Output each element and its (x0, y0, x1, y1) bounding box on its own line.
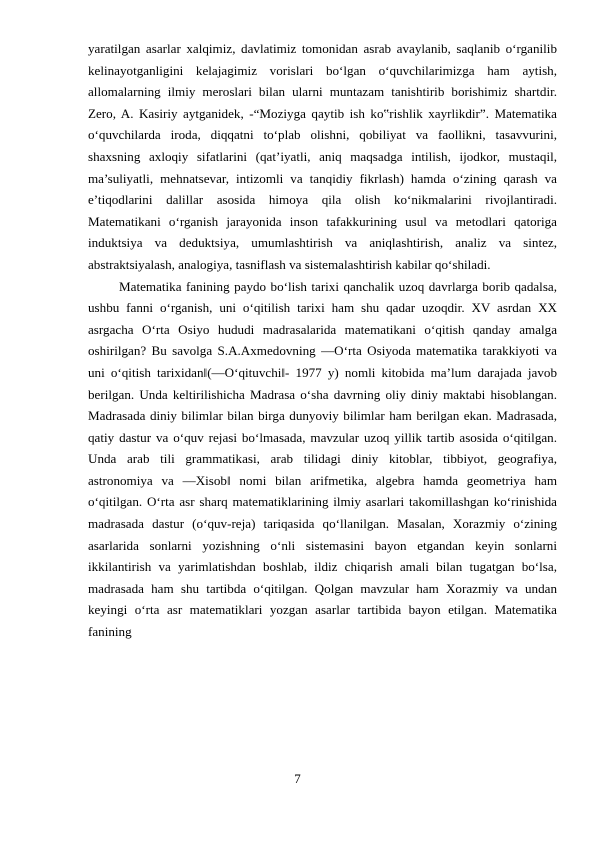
document-body (88, 38, 557, 643)
paragraph-continued: yaratilgan asarlar xalqimiz, davlatimiz tomonidan asrab avaylanib, saqlanib o‘rganilib kelinayotganligini kelajagimiz vorislari bo‘lgan o‘quvchilarimizga ham aytish, allomalarning ilmiy meroslari bilan ularni muntazam tanishtirib borishimiz shartdir. Zero, A. Kasiriy aytganidek, -“Moziyga qaytib ish ko‟rishlik xayrlikdir”. Matematika o‘quvchilarda iroda, diqqatni to‘plab olishni, qobiliyat va faollikni, tasavvurini, shaxsning axloqiy sifatlarini (qat’iyatli, aniq maqsadga intilish, ijodkor, mustaqil, ma’suliyatli, mehnatsevar, intizomli va tanqidiy fikrlash) hamda o‘zining qarash va e’tiqodlarini dalillar asosida himoya qila olish ko‘nikmalarini rivojlantiradi. Matematikani o‘rganish jarayonida inson tafakkurining usul va metodlari qatoriga induktsiya va deduktsiya, umumlashtirish va aniqlashtirish, analiz va sintez, abstraktsiyalash, analogiya, tasniflash va sistemalashtirish kabilar qo‘shiladi. (88, 41, 557, 272)
paragraph-history: Matematika fanining paydo bo‘lish tarixi qanchalik uzoq davrlarga borib qadalsa, ushbu fanni o‘rganish, uni o‘qitilish tarixi ham shu qadar uzoqdir. XV asrdan XX asrgacha O‘rta Osiyo hududi madrasalarida matematikani o‘qitish qanday amalga oshirilgan? Bu savolga S.A.Axmedovning ―O‘rta Osiyoda matematika tarakkiyoti va uni o‘qitish tarixidan‖(―O‘qituvchi‖- 1977 y) nomli kitobida ma’lum darajada javob berilgan. Unda keltirilishicha Madrasa o‘sha davrning oliy diniy maktabi hisoblangan. Madrasada diniy bilimlar bilan birga dunyoviy bilimlar ham berilgan ekan. Madrasada, qatiy dastur va o‘quv rejasi bo‘lmasada, mavzular uzoq yillik tartib asosida o‘qitilgan. Unda arab tili grammatikasi, arab tilidagi diniy kitoblar, tibbiyot, geografiya, astronomiya va ―Xisob‖ nomi bilan arifmetika, algebra hamda geometriya ham o‘qitilgan. O‘rta asr sharq matematiklarining ilmiy asarlari takomillashgan ko‘rinishida madrasada dastur (o‘quv-reja) tariqasida qo‘llanilgan. Masalan, Xorazmiy o‘zining asarlarida sonlarni yozishning o‘nli sistemasini bayon etgandan keyin sonlarni ikkilantirish va yarimlatishdan boshlab, ildiz chiqarish amali bilan tugatgan bo‘lsa, madrasada ham shu tartibda o‘qitilgan. Qolgan mavzular ham Xorazmiy va undan keyingi o‘rta asr matematiklari yozgan asarlar tartibida bayon etilgan. Matematika fanining (88, 278, 557, 640)
page-number: 7 (294, 771, 301, 786)
